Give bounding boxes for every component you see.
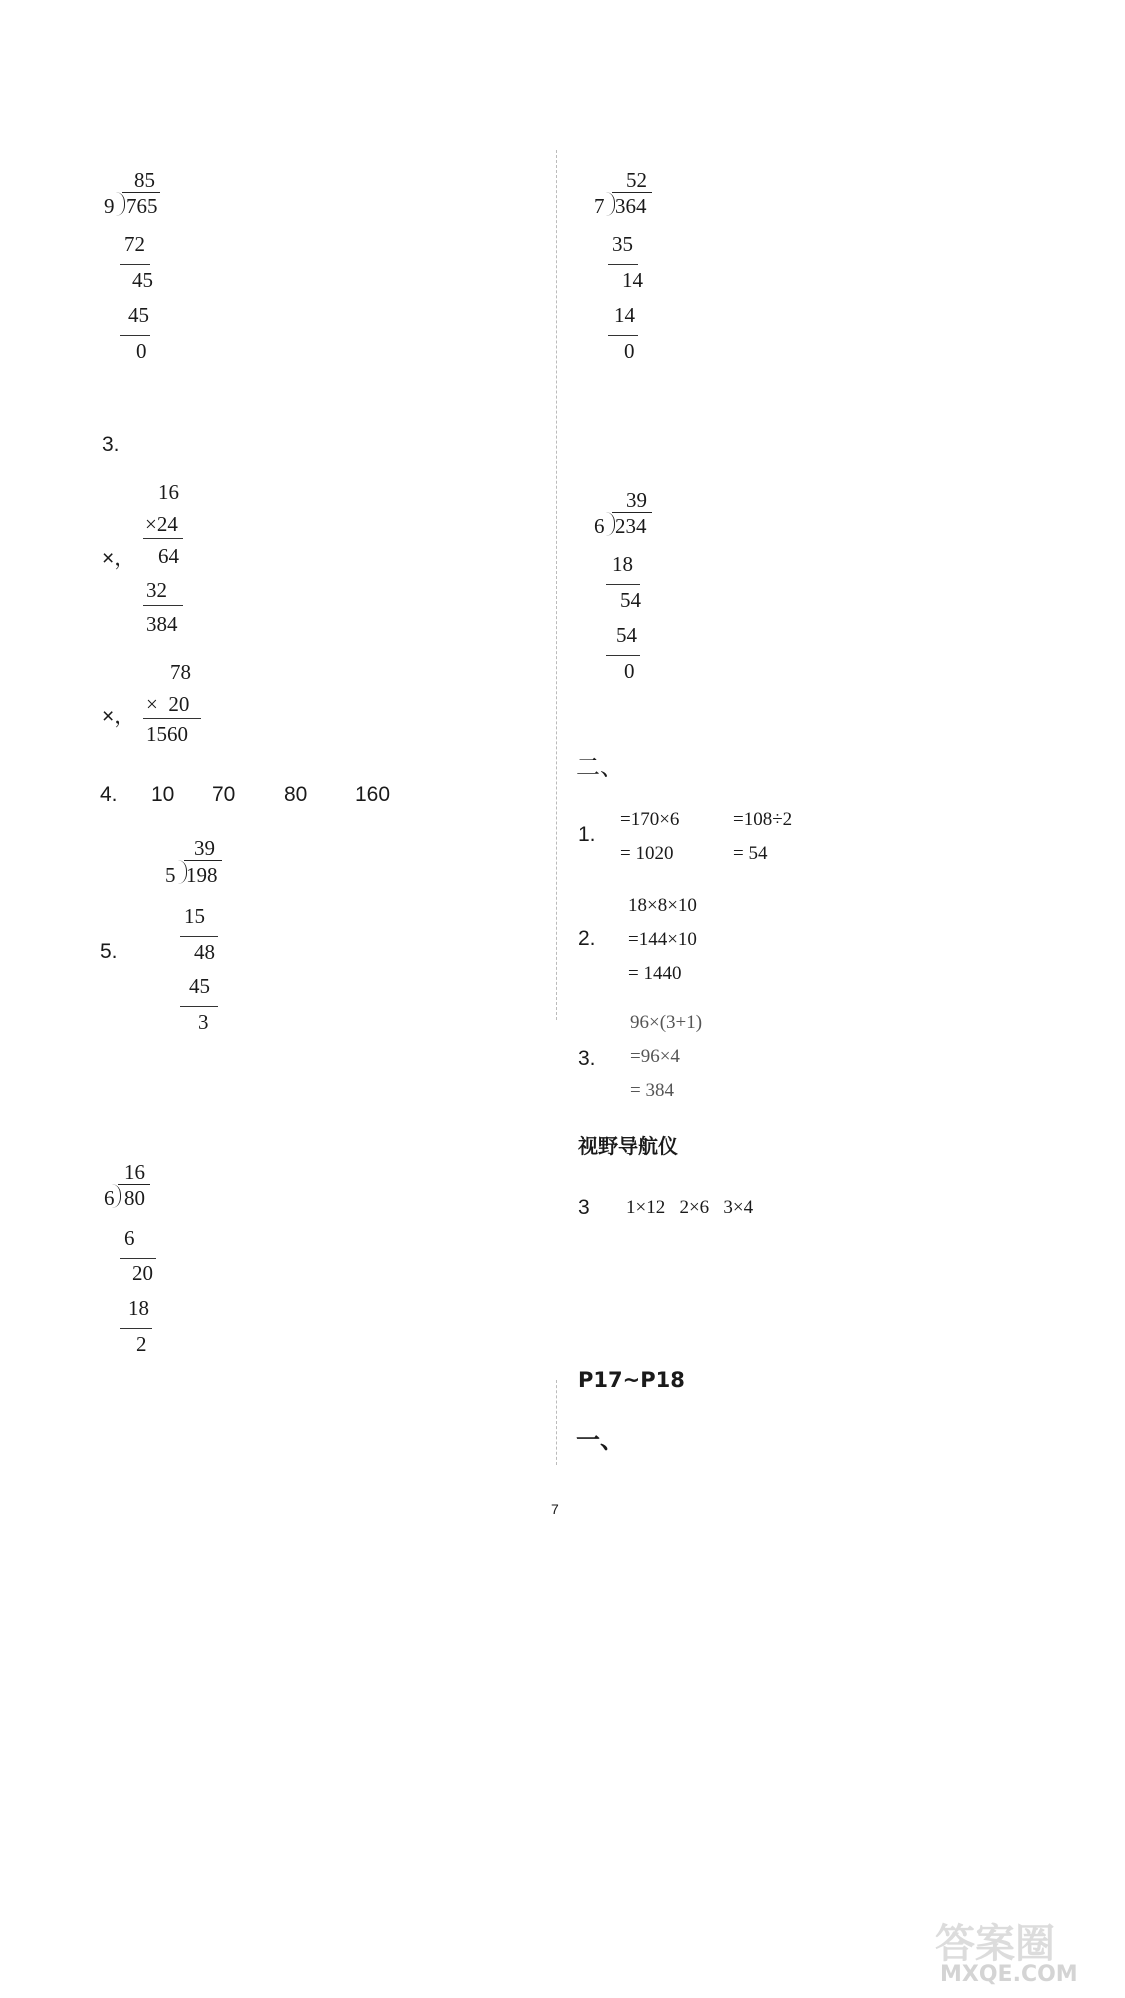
- answer: 10: [151, 783, 175, 806]
- remainder-1: 54: [620, 588, 641, 612]
- question-4-label: 4.: [100, 783, 118, 806]
- subtrahend-2: 18: [128, 1296, 149, 1320]
- remainder-1: 48: [194, 940, 215, 964]
- division-bar: [612, 512, 652, 513]
- quotient: 52: [626, 168, 647, 192]
- remainder-2: 0: [624, 339, 635, 363]
- column-divider-lower: [556, 1380, 557, 1465]
- subtrahend-2: 45: [128, 303, 149, 327]
- subtraction-line: [608, 264, 638, 265]
- subtraction-line: [120, 1258, 156, 1259]
- subtraction-line: [606, 584, 640, 585]
- division-bar: [122, 192, 160, 193]
- remainder-1: 14: [622, 268, 643, 292]
- subtrahend-1: 35: [612, 232, 633, 256]
- part-2-heading: 二、: [576, 753, 624, 781]
- subtrahend-2: 54: [616, 623, 637, 647]
- divisor: 6: [594, 514, 605, 538]
- division-bar: [184, 860, 222, 861]
- question-label: 2.: [578, 927, 596, 950]
- multiplicand: 16: [158, 480, 179, 504]
- answer: 160: [355, 783, 391, 806]
- product: 1560: [146, 722, 188, 746]
- step: =144×10: [628, 929, 697, 950]
- partial-product-1: 64: [158, 544, 179, 568]
- divisor: 5: [165, 863, 176, 887]
- factor-pairs-answer: 1×12 2×6 3×4: [626, 1197, 754, 1218]
- step: = 54: [733, 843, 768, 864]
- division-bracket: [606, 512, 615, 536]
- step: 96×(3+1): [630, 1012, 703, 1033]
- divisor: 7: [594, 194, 605, 218]
- product-line: [143, 718, 201, 719]
- division-bracket: [116, 192, 125, 216]
- dividend: 364: [615, 194, 647, 218]
- step: =108÷2: [733, 809, 793, 830]
- subtrahend-1: 72: [124, 232, 145, 256]
- answer: 70: [212, 783, 236, 806]
- subtraction-line: [120, 1328, 152, 1329]
- dividend: 765: [126, 194, 158, 218]
- watermark-logo: 答案圈: [935, 1921, 1055, 1967]
- column-divider: [556, 150, 557, 1020]
- subtraction-line: [180, 1006, 218, 1007]
- subtraction-line: [180, 936, 218, 937]
- wrong-mark: ×，: [102, 547, 136, 570]
- remainder-1: 20: [132, 1261, 153, 1285]
- step: = 1440: [628, 963, 682, 984]
- page-range-heading: P17~P18: [578, 1368, 685, 1392]
- quotient: 85: [134, 168, 155, 192]
- section-title: 视野导航仪: [578, 1134, 678, 1158]
- multiplier: ×24: [145, 512, 178, 536]
- remainder-1: 45: [132, 268, 153, 292]
- subtrahend-1: 15: [184, 904, 205, 928]
- step: =96×4: [630, 1046, 680, 1067]
- subtrahend-1: 18: [612, 552, 633, 576]
- question-5-label: 5.: [100, 940, 118, 963]
- quotient: 39: [194, 836, 215, 860]
- subtraction-line: [608, 335, 638, 336]
- partial-product-2: 32: [146, 578, 167, 602]
- remainder-2: 2: [136, 1332, 147, 1356]
- remainder-2: 3: [198, 1010, 209, 1034]
- product-line: [143, 538, 183, 539]
- step: 18×8×10: [628, 895, 697, 916]
- part-1-heading: 一、: [576, 1426, 624, 1454]
- subtrahend-1: 6: [124, 1226, 135, 1250]
- question-label: 1.: [578, 823, 596, 846]
- remainder-2: 0: [624, 659, 635, 683]
- dividend: 234: [615, 514, 647, 538]
- divisor: 6: [104, 1186, 115, 1210]
- sum-line: [143, 605, 183, 606]
- page-number: 7: [551, 1501, 559, 1517]
- quotient: 16: [124, 1160, 145, 1184]
- subtraction-line: [606, 655, 640, 656]
- multiplicand: 78: [170, 660, 191, 684]
- multiplier: × 20: [146, 692, 190, 716]
- step: =170×6: [620, 809, 680, 830]
- dividend: 198: [186, 863, 218, 887]
- subtrahend-2: 14: [614, 303, 635, 327]
- division-bar: [612, 192, 652, 193]
- division-bar: [118, 1184, 150, 1185]
- product: 384: [146, 612, 178, 636]
- subtraction-line: [120, 335, 150, 336]
- divisor: 9: [104, 194, 115, 218]
- dividend: 80: [124, 1186, 145, 1210]
- step: = 384: [630, 1080, 674, 1101]
- question-label: 3.: [578, 1047, 596, 1070]
- question-3-label: 3.: [102, 433, 120, 456]
- step: = 1020: [620, 843, 674, 864]
- quotient: 39: [626, 488, 647, 512]
- division-bracket: [606, 192, 615, 216]
- wrong-mark: ×，: [102, 705, 136, 728]
- subtrahend-2: 45: [189, 974, 210, 998]
- remainder-2: 0: [136, 339, 147, 363]
- section-question-label: 3: [578, 1196, 590, 1219]
- answer: 80: [284, 783, 308, 806]
- subtraction-line: [120, 264, 150, 265]
- watermark-url: MXQE.COM: [940, 1962, 1078, 1987]
